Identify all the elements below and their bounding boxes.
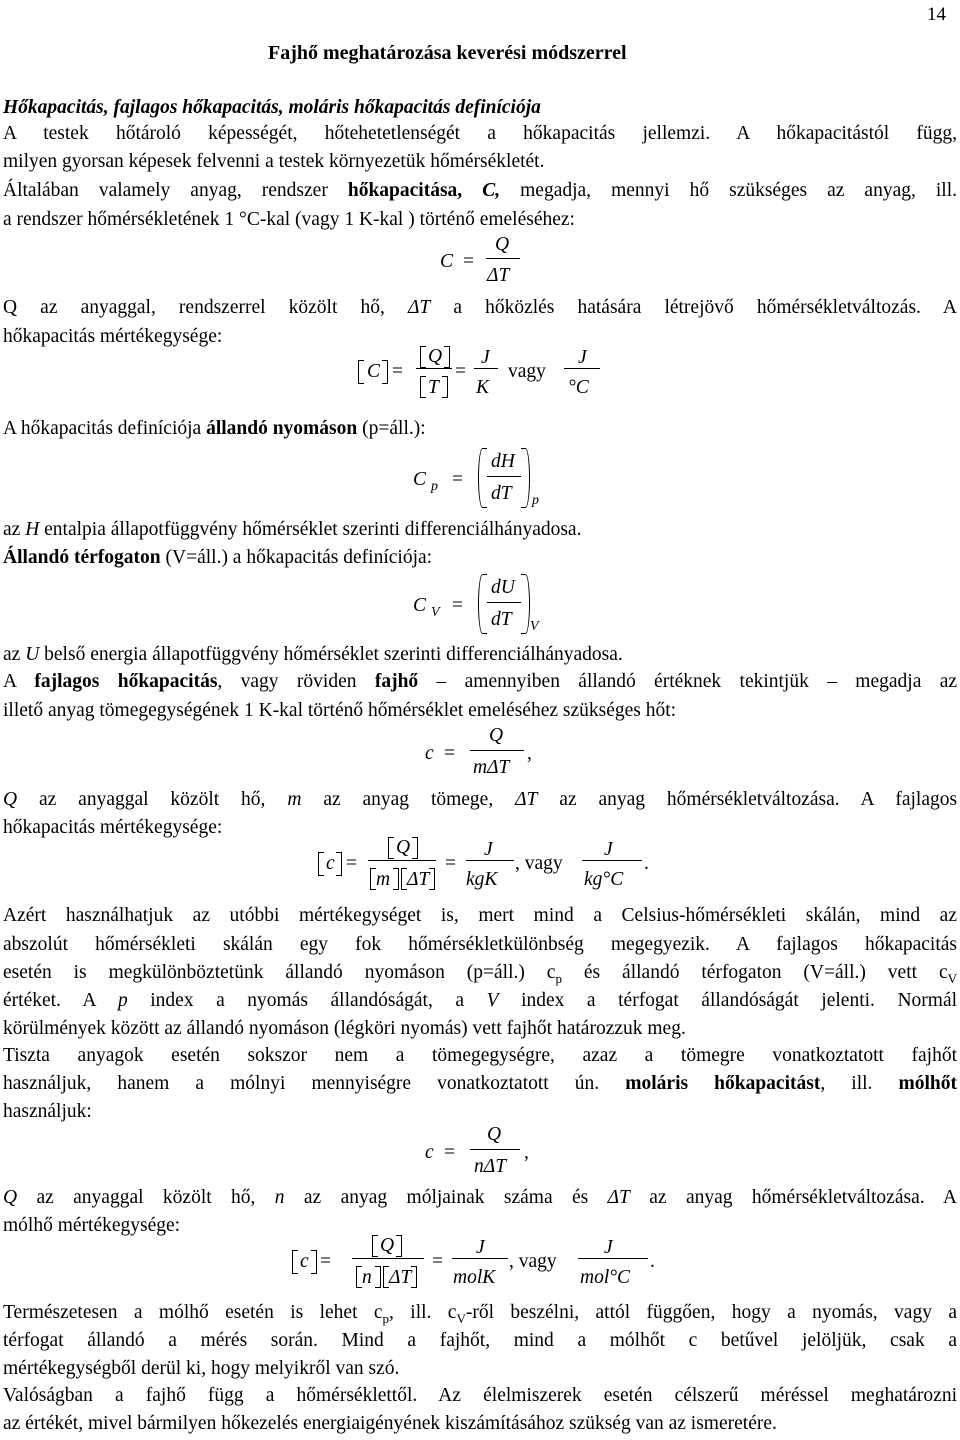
paragraph-line: milyen gyorsan képesek felvenni a testek környezetük hőmérsékletét. [3,151,545,172]
paragraph-line: körülmények között az állandó nyomáson (légköri nyomás) vett fajhőt határozzuk meg. [3,1018,686,1039]
paragraph-line: a rendszer hőmérsékletének 1 °C-kal (vagy 1 K-kal ) történő emeléséhez: [3,209,575,230]
page-number: 14 [927,4,946,25]
paragraph-line: térfogat állandó a mérés során. Mind a fajhőt, mind a mólhőt c betűvel jelöljük, csak a [3,1330,957,1351]
paragraph-line: A testek hőtároló képességét, hőtehetetlenségét a hőkapacitás jellemzi. A hőkapacitástól függ, [3,123,957,144]
paragraph-line: A hőkapacitás definíciója állandó nyomáson (p=áll.): [3,418,426,439]
document-page: 14 Fajhő meghatározása keverési módszerrel Hőkapacitás, fajlagos hőkapacitás, moláris hőkapacitás definíciója A testek hőtároló képességét, hőtehetetlenségét a hőkapacitás jellemzi. A hőkapacitástól függ, milyen gyorsan képesek felvenni a testek környezetük hőmérsékletét. Általában valamely anyag, rendszer hőkapacitása, C, megadja, mennyi hő szükséges az anyag, ill. a rendszer hőmérsékletének 1 °C-kal (vagy 1 K-kal ) történő emeléséhez: C = Q ΔT Q az anyaggal, rendszerrel közölt hő, ΔT a hőközlés hatására létrejövő hőmérsékletváltozás. A hőkapacitás mértékegysége: C = Q T = J K vagy J °C A hőkapacitás definíciója állandó nyomáson (p=áll.): C p = dH dT p az H entalpia állapotfüggvény hőmérséklet szerinti differenciálhányadosa. Állandó térfogaton (V=áll.) a hőkapacitás definíciója: C V = dU dT V az U belső energia állapotfüggvény hőmérséklet szerinti differenciálhányadosa. A fajlagos hőkapacitás, vagy röviden fajhő – amennyiben állandó értéknek tekintjük – megadja az illető anyag tömegegységének 1 K-kal történő hőmérséklet emeléséhez szükséges hőt: c = Q mΔT , Q az anyaggal közölt hő, m az anyag tömege, ΔT az anyag hőmérsékletváltozása. A fajlagos hőkapacitás mértékegysége: c = Q m ΔT = J kgK , vagy J kg°C . Azért használhatjuk az utóbbi mértékegységet is, mert mind a Celsius-hőmérsékleti skálán, mind az abszolút hőmérsékleti skálán egy fok hőmérsékletkülönbség megegyezik. A fajlagos hőkapacitás esetén is megkülönböztetünk állandó nyomáson (p=áll.) $c_p$ és állandó térfogaton (V=áll.) vett $c_V$ értéket. A p index a nyomás állandóságát, a V index a térfogat állandóságát jelenti. Normál körülmények között az állandó nyomáson (légköri nyomás) vett fajhőt határozzuk meg. Tiszta anyagok esetén sokszor nem a tömegegységre, azaz a tömegre vonatkoztatott fajhőt használjuk, hanem a mólnyi mennyiségre vonatkoztatott ún. moláris hőkapacitást, ill. mólhőt használjuk: c = Q nΔT , Q az anyaggal közölt hő, n az anyag móljainak száma és ΔT az anyag hőmérsékletváltozása. A mólhő mértékegysége: c = Q n ΔT = J molK , vagy J mol°C . Természetesen a mólhő esetén is lehet $c_p$, ill. $c_V$-ről beszélni, attól függően, hogy a nyomás, vagy a térfogat állandó a mérés során. Mind a fajhőt, mind a mólhőt c betűvel jelöljük, csak a mértékegységből derül ki, hogy melyikről van szó. Valóságban a fajhő függ a hőmérséklettől. Az élelmiszerek esetén célszerű méréssel meghatározni az értékét, mivel bármilyen hőkezelés energiaigényének kiszámításához szükség van az ismeretére. [3,4,958,1434]
page-title: Fajhő meghatározása keverési módszerrel [268,42,627,64]
paragraph-line: Természetesen a mólhő esetén is lehet $c_p$, ill. $c_V$-ről beszélni, attól függően, hogy a nyomás, vagy a [3,1302,957,1326]
paragraph-line: A fajlagos hőkapacitás, vagy röviden fajhő – amennyiben állandó értéknek tekintjük – megadja az [3,671,958,692]
paragraph-line: hőkapacitás mértékegysége: [3,817,223,838]
section-heading: Hőkapacitás, fajlagos hőkapacitás, moláris hőkapacitás definíciója [3,97,541,118]
paragraph-line: használjuk: [3,1101,92,1122]
paragraph-line: mértékegységből derül ki, hogy melyikről van szó. [3,1358,400,1379]
paragraph-line: Valóságban a fajhő függ a hőmérséklettől. Az élelmiszerek esetén célszerű méréssel meghatározni [3,1385,957,1406]
paragraph-line: Q az anyaggal közölt hő, n az anyag móljainak száma és ΔT az anyag hőmérsékletváltozása. A [3,1187,957,1208]
paragraph-line: Q az anyaggal, rendszerrel közölt hő, ΔT a hőközlés hatására létrejövő hőmérsékletváltozás. A [3,297,958,318]
paragraph-line: az U belső energia állapotfüggvény hőmérséklet szerinti differenciálhányadosa. [3,644,623,665]
paragraph-line: Állandó térfogaton (V=áll.) a hőkapacitás definíciója: [3,547,433,568]
paragraph-line: hőkapacitás mértékegysége: [3,326,223,347]
paragraph-line: Általában valamely anyag, rendszer hőkapacitása, C, megadja, mennyi hő szükséges az anyag, ill. [3,180,958,201]
paragraph-line: az H entalpia állapotfüggvény hőmérséklet szerinti differenciálhányadosa. [3,519,582,540]
paragraph-line: az értékét, mivel bármilyen hőkezelés energiaigényének kiszámításához szükség van az ismeretére. [3,1413,777,1434]
paragraph-line: mólhő mértékegysége: [3,1215,181,1236]
paragraph-line: abszolút hőmérsékleti skálán egy fok hőmérsékletkülönbség megegyezik. A fajlagos hőkapacitás [3,934,957,955]
paragraph-line: használjuk, hanem a mólnyi mennyiségre vonatkoztatott ún. moláris hőkapacitást, ill. mólhőt [3,1073,958,1094]
paragraph-line: értéket. A p index a nyomás állandóságát, a V index a térfogat állandóságát jelenti. Normál [3,990,958,1011]
paragraph-line: Tiszta anyagok esetén sokszor nem a tömegegységre, azaz a tömegre vonatkoztatott fajhőt [3,1045,957,1066]
paragraph-line: illető anyag tömegegységének 1 K-kal történő hőmérséklet emeléséhez szükséges hőt: [3,700,677,721]
paragraph-line: Azért használhatjuk az utóbbi mértékegységet is, mert mind a Celsius-hőmérsékleti skálán, mind az [3,905,957,926]
paragraph-line: esetén is megkülönböztetünk állandó nyomáson (p=áll.) $c_p$ és állandó térfogaton (V=áll.) vett $c_V$ [3,962,957,986]
paragraph-line: Q az anyaggal közölt hő, m az anyag tömege, ΔT az anyag hőmérsékletváltozása. A fajlagos [3,789,958,810]
